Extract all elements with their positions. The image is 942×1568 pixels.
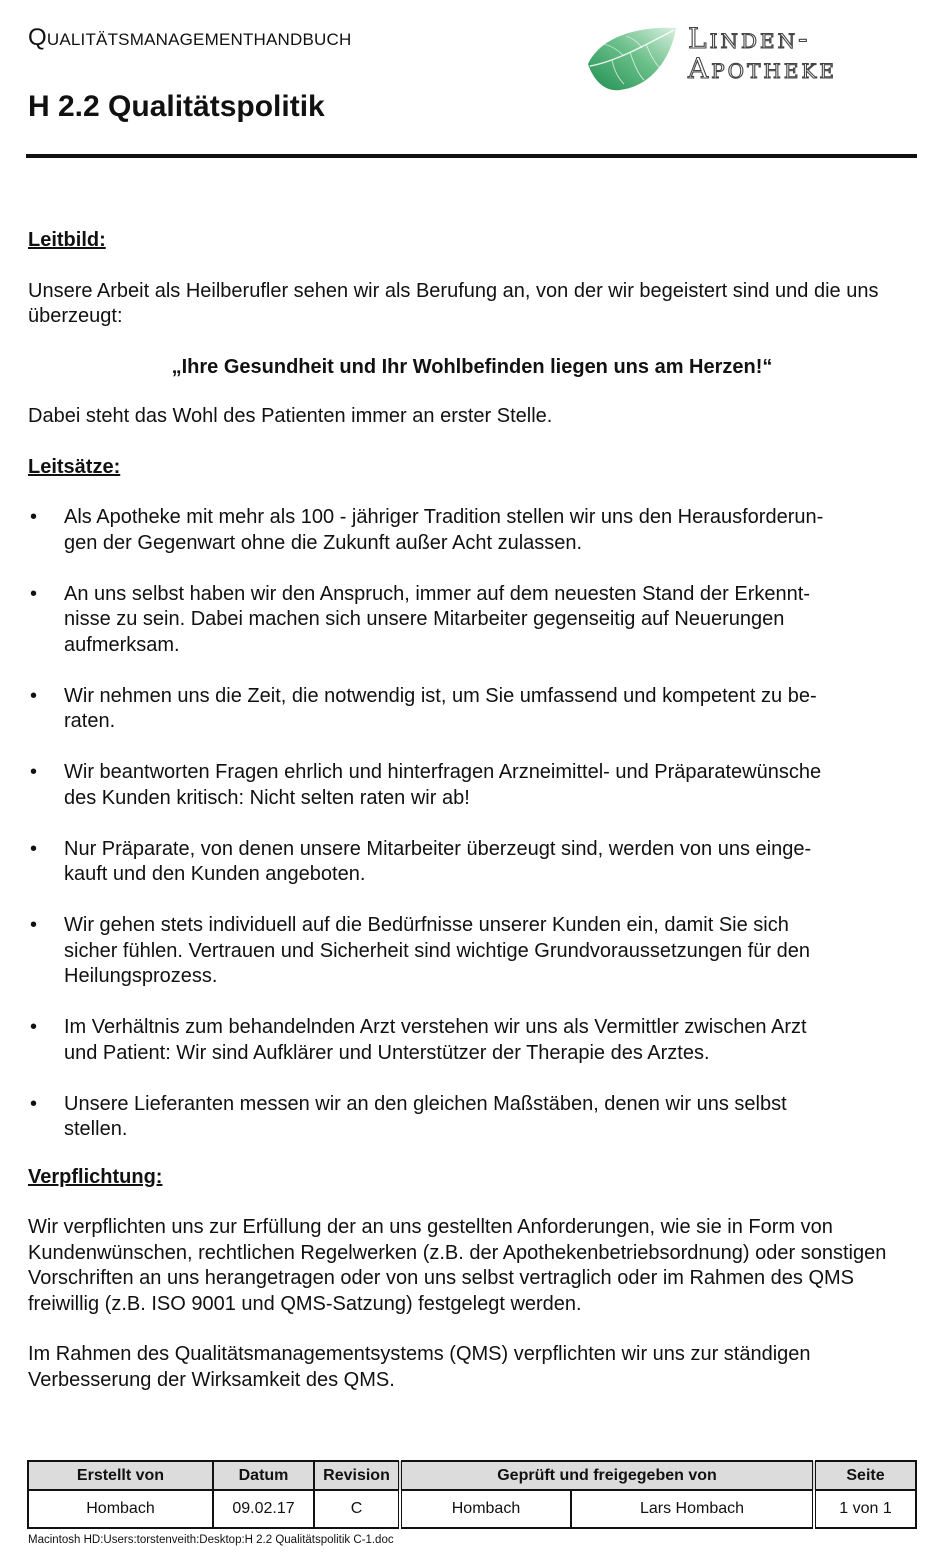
heading-leitsaetze: Leitsätze:: [28, 455, 121, 478]
list-item-line: Wir nehmen uns die Zeit, die notwendig ist, um Sie umfassend und kompetent zu be-: [64, 684, 817, 707]
bullet-icon: •: [30, 1016, 38, 1038]
list-item-line: sicher fühlen. Vertrauen und Sicherheit sind wichtige Grundvoraussetzungen für den: [64, 939, 811, 962]
cell-approved-by: Lars Hombach: [571, 1490, 814, 1528]
document-category: Qualitätsmanagementhandbuch: [28, 24, 352, 51]
list-item: [28, 1015, 916, 1066]
document-title: H 2.2 Qualitätspolitik: [28, 90, 325, 123]
bullet-icon: •: [30, 837, 38, 860]
document-body: [28, 228, 916, 1393]
heading-verpflichtung: Verpflichtung:: [28, 1165, 163, 1188]
bullet-icon: •: [30, 761, 38, 783]
list-item-line: Als Apotheke mit mehr als 100 - jähriger Tradition stellen wir uns den Herausforderun-: [64, 506, 824, 528]
list-item: [28, 760, 916, 811]
logo-line-2: Apotheke: [688, 52, 837, 85]
list-item-line: Nur Präparate, von denen unsere Mitarbeiter überzeugt sind, werden von uns einge-: [64, 837, 812, 860]
table-header-row: [28, 1461, 916, 1490]
verpflichtung-paragraph-1: Wir verpflichten uns zur Erfüllung der an uns gestellten Anforderungen, wie sie in Form von Kundenwünschen, rechtlichen Regelwerken (z.B. der Apothekenbetriebsordnung) oder sonstigen Vorschriften an uns herangetragen oder von uns selbst vertraglich oder im Rahmen des QMS freiwillig (z.B. ISO 9001 und QMS-Satzung) festgelegt werden.: [28, 1216, 887, 1315]
list-item: [28, 505, 916, 556]
list-item-line: An uns selbst haben wir den Anspruch, immer auf dem neuesten Stand der Erkennt-: [64, 582, 810, 605]
list-item-line: raten.: [64, 710, 116, 732]
list-item-line: kauft und den Kunden angeboten.: [64, 863, 366, 885]
list-item-line: Wir beantworten Fragen ehrlich und hinterfragen Arzneimittel- und Präparatewünsche: [64, 761, 822, 783]
cell-created-by: Hombach: [28, 1490, 213, 1528]
bullet-icon: •: [30, 582, 38, 605]
list-item-line: Heilungsprozess.: [64, 965, 218, 987]
header-created-by: Erstellt von: [28, 1461, 213, 1490]
header-divider: [26, 154, 917, 158]
pharmacy-logo: [584, 24, 924, 96]
header-date: Datum: [213, 1461, 314, 1490]
logo-wordmark: [688, 24, 837, 84]
header-revision: Revision: [314, 1461, 400, 1490]
heading-leitbild: Leitbild:: [28, 229, 106, 251]
list-item-line: nisse zu sein. Dabei machen sich unsere Mitarbeiter gegenseitig auf Neuerungen: [64, 608, 785, 630]
list-item: [28, 837, 916, 888]
document-control-table: [27, 1460, 917, 1529]
cell-date: 09.02.17: [213, 1490, 314, 1528]
leaf-icon: [584, 24, 680, 94]
table-row: [28, 1490, 916, 1528]
bullet-icon: •: [30, 506, 38, 528]
cell-page: 1 von 1: [814, 1490, 916, 1528]
bullet-icon: •: [30, 1092, 38, 1115]
file-path: Macintosh HD:Users:torstenveith:Desktop:H 2.2 Qualitätspolitik C-1.doc: [28, 1534, 394, 1546]
cell-revision: C: [314, 1490, 400, 1528]
list-item: [28, 684, 916, 735]
list-item-line: Im Verhältnis zum behandelnden Arzt verstehen wir uns als Vermittler zwischen Arzt: [64, 1016, 807, 1038]
bullet-icon: •: [30, 684, 38, 707]
header-page: Seite: [814, 1461, 916, 1490]
list-item: [28, 913, 916, 990]
list-item: [28, 582, 916, 659]
leitbild-intro: Unsere Arbeit als Heilberufler sehen wir als Berufung an, von der wir begeistert sind und die uns überzeugt:: [28, 279, 879, 327]
leitsaetze-list: [28, 505, 916, 1143]
list-item: [28, 1092, 916, 1143]
list-item-line: gen der Gegenwart ohne die Zukunft außer Acht zulassen.: [64, 531, 583, 554]
list-item-line: des Kunden kritisch: Nicht selten raten wir ab!: [64, 786, 470, 809]
header-approved-by: Geprüft und freigegeben von: [400, 1461, 814, 1490]
bullet-icon: •: [30, 914, 38, 936]
list-item-line: aufmerksam.: [64, 633, 180, 656]
list-item-line: und Patient: Wir sind Aufklärer und Unterstützer der Therapie des Arztes.: [64, 1041, 710, 1064]
list-item-line: Unsere Lieferanten messen wir an den gleichen Maßstäben, denen wir uns selbst: [64, 1092, 787, 1115]
leitbild-quote: „Ihre Gesundheit und Ihr Wohlbefinden liegen uns am Herzen!“: [171, 355, 773, 378]
cell-checked-by: Hombach: [400, 1490, 571, 1528]
logo-line-1: Linden-: [688, 22, 811, 55]
list-item-line: stellen.: [64, 1118, 128, 1140]
leitbild-statement: Dabei steht das Wohl des Patienten immer an erster Stelle.: [28, 405, 553, 427]
list-item-line: Wir gehen stets individuell auf die Bedürfnisse unserer Kunden ein, damit Sie sich: [64, 914, 789, 936]
verpflichtung-paragraph-2: Im Rahmen des Qualitätsmanagementsystems (QMS) verpflichten wir uns zur ständigen Verbesserung der Wirksamkeit des QMS.: [28, 1343, 811, 1391]
